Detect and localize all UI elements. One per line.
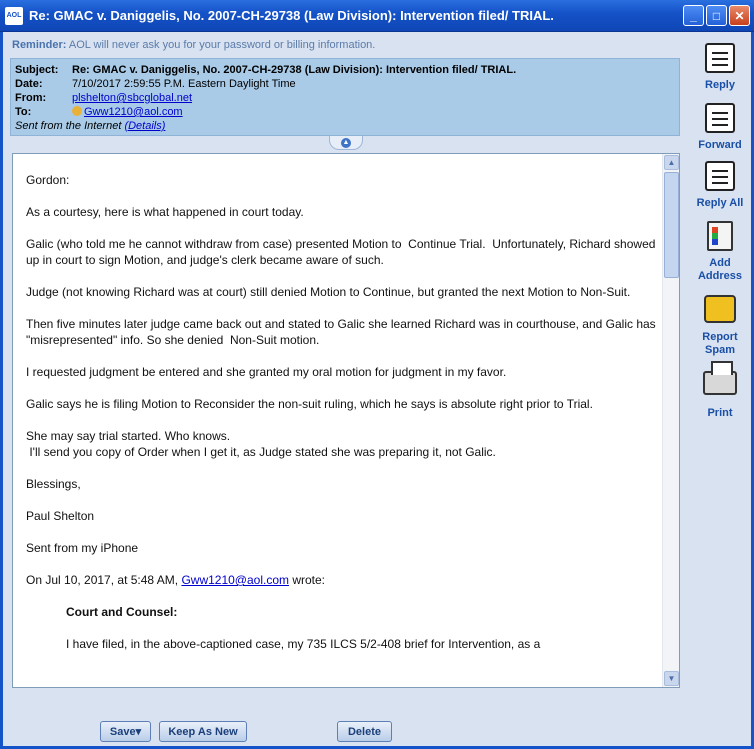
address-book-icon (707, 221, 733, 251)
from-link[interactable]: plshelton@sbcglobal.net (72, 92, 193, 104)
title-bar (0, 0, 754, 32)
body-paragraph: Blessings, (26, 477, 81, 491)
body-paragraph: Paul Shelton (26, 509, 95, 523)
message-body (12, 153, 680, 688)
forward-button[interactable] (689, 101, 751, 152)
date-label: Date: (15, 78, 43, 90)
quote-prefix: On Jul 10, 2017, at 5:48 AM, (26, 573, 182, 587)
body-paragraph: Galic says he is filing Motion to Reconsider the non-suit ruling, which he says is absolute right prior to Trial. (26, 397, 593, 411)
details-link[interactable]: (Details) (124, 120, 166, 132)
buddy-icon (72, 106, 82, 116)
quote-email-link[interactable]: Gww1210@aol.com (181, 573, 289, 587)
date-value: 7/10/2017 2:59:55 P.M. Eastern Daylight Time (72, 78, 296, 90)
maximize-button[interactable]: □ (706, 5, 727, 26)
vertical-scrollbar[interactable] (662, 154, 679, 687)
add-address-label: Add (709, 257, 731, 269)
reply-button[interactable] (689, 41, 751, 92)
quoted-heading: Court and Counsel: (66, 605, 178, 619)
close-button[interactable]: ✕ (729, 5, 750, 26)
report-spam-label: Spam (705, 344, 735, 356)
save-button[interactable]: Save▾ (100, 721, 151, 742)
add-address-label: Address (697, 270, 743, 282)
reply-icon (705, 43, 735, 73)
body-paragraph: As a courtesy, here is what happened in court today. (26, 205, 304, 219)
body-paragraph: I requested judgment be entered and she granted my oral motion for judgment in my favor. (26, 365, 507, 379)
chevron-up-icon: ▲ (342, 139, 350, 146)
delete-button[interactable]: Delete (337, 721, 392, 742)
sent-from-text: Sent from the Internet (15, 120, 122, 132)
security-reminder (12, 39, 375, 51)
from-label: From: (15, 92, 47, 104)
reminder-label: Reminder: (12, 39, 67, 51)
reply-label: Reply (705, 79, 735, 91)
report-spam-label: Report (702, 331, 738, 343)
quoted-text: I have filed, in the above-captioned case, my 735 ILCS 5/2-408 brief for Intervention, as a (66, 637, 541, 651)
aol-app-icon[interactable]: AOL (5, 7, 23, 25)
report-spam-button[interactable] (689, 291, 751, 357)
body-paragraph: Gordon: (26, 173, 70, 187)
reply-all-icon (705, 161, 735, 191)
message-window (0, 32, 754, 749)
body-paragraph: Judge (not knowing Richard was at court) still denied Motion to Continue, but granted the next Motion to Non-Suit. (26, 285, 631, 299)
reply-all-label: Reply All (696, 197, 744, 209)
minimize-button[interactable]: _ (683, 5, 704, 26)
add-address-button[interactable] (689, 219, 751, 283)
print-label: Print (707, 407, 733, 419)
print-button[interactable] (689, 363, 751, 420)
body-paragraph: She may say trial started. Who knows. I'll send you copy of Order when I get it, as Judge stated she was preparing it, not Galic. (26, 429, 496, 459)
printer-icon (703, 371, 737, 395)
message-header (10, 58, 680, 136)
spam-icon (704, 295, 736, 323)
reminder-text: AOL will never ask you for your password or billing information. (68, 39, 376, 51)
quote-suffix: wrote: (289, 573, 326, 587)
body-paragraph: Galic (who told me he cannot withdraw from case) presented Motion to Continue Trial. Unfortunately, Richard showed up in court to sign Motion, and judge's clerk became aware of such. (26, 237, 659, 267)
quote-attribution (26, 572, 656, 588)
scroll-thumb[interactable] (664, 172, 679, 278)
keep-as-new-button[interactable]: Keep As New (159, 721, 247, 742)
body-paragraph: Then five minutes later judge came back out and stated to Galic she learned Richard was in courthouse, and Galic has "misrepresented" info. So she denied Non-Suit motion. (26, 317, 660, 347)
forward-label: Forward (698, 139, 742, 151)
subject-value: Re: GMAC v. Daniggelis, No. 2007-CH-29738 (Law Division): Intervention filed/ TRIAL. (72, 64, 517, 76)
window-title: Re: GMAC v. Daniggelis, No. 2007-CH-29738 (Law Division): Intervention filed/ TRIAL. (29, 8, 554, 23)
scroll-up-icon[interactable]: ▲ (664, 155, 679, 170)
body-paragraph: Sent from my iPhone (26, 541, 139, 555)
scroll-down-icon[interactable]: ▼ (664, 671, 679, 686)
to-label: To: (15, 106, 32, 118)
forward-icon (705, 103, 735, 133)
to-link[interactable]: Gww1210@aol.com (84, 106, 183, 118)
collapse-header-toggle[interactable] (329, 136, 363, 150)
subject-label: Subject: (15, 64, 59, 76)
reply-all-button[interactable] (689, 159, 751, 210)
